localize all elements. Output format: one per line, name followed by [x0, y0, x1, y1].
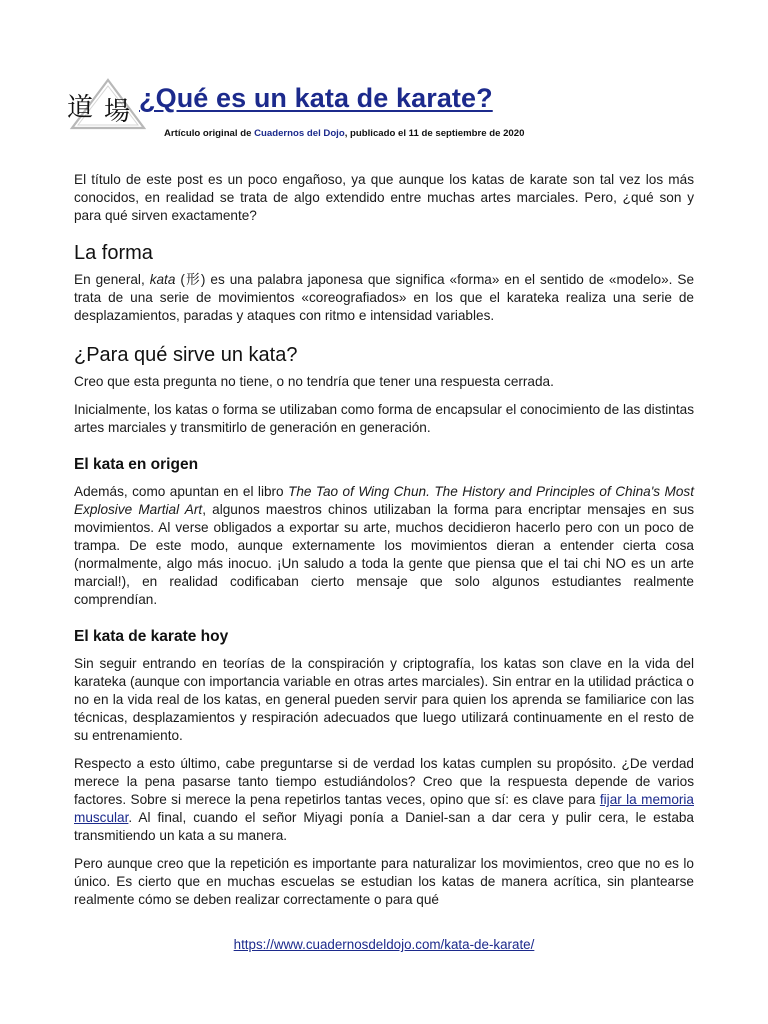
la-forma-text-a: En general, [74, 272, 150, 287]
hoy-paragraph-3: Pero aunque creo que la repetición es importante para naturalizar los movimientos, creo que no es lo único. Es cierto que en muchas escuelas se estudian los katas de manera acrítica, sin plantearse realmente cómo se deben realizar correctamente o para qué [74, 856, 694, 907]
la-forma-paragraph [74, 271, 694, 325]
para-que-paragraph-2: Inicialmente, los katas o forma se utilizaban como forma de encapsular el conocimiento de las distintas artes marciales y transmitirlo de generación en generación. [74, 402, 694, 435]
page-title[interactable]: ¿Qué es un kata de karate? [139, 83, 493, 113]
heading-la-forma: La forma [74, 242, 153, 264]
dojo-logo [66, 78, 150, 130]
para-que-paragraph-1: Creo que esta pregunta no tiene, o no tendría que tener una respuesta cerrada. [74, 374, 554, 389]
logo-kanji-do: 道 [67, 93, 94, 123]
footer [0, 937, 768, 952]
byline-prefix: Artículo original de [164, 128, 255, 139]
byline-suffix: , publicado el 11 de septiembre de 2020 [344, 128, 525, 139]
origen-text-a: Además, como apuntan en el libro [74, 484, 289, 499]
la-forma-text-b: (形) es una palabra japonesa que significa «forma» en el sentido de «modelo». Se trata de una serie de movimientos «coreografiados» en los que el karateka realiza una serie de desplazamientos, paradas y ataques con ritmo e intensidad variables. [74, 272, 695, 323]
article-byline [164, 128, 524, 139]
origen-paragraph [74, 483, 694, 609]
hoy-paragraph-2 [74, 755, 694, 845]
heading-hoy: El kata de karate hoy [74, 628, 229, 645]
heading-origen: El kata en origen [74, 456, 199, 473]
memoria-muscular-link[interactable]: fijar la memoria muscular [74, 792, 694, 825]
heading-para-que: ¿Para qué sirve un kata? [74, 344, 298, 366]
hoy-paragraph-1: Sin seguir entrando en teorías de la conspiración y criptografía, los katas son clave en la vida del karateka (aunque con importancia variable en otras artes marciales). Sin entrar en la utilidad práctica o no en la vida real de los katas, en general pueden servir para quien los aprenda se familiarice con las técnicas, desplazamientos y respiración adecuados que luego utilizará continuamente en el resto de su entrenamiento. [74, 656, 694, 743]
byline-source: Cuadernos del Dojo [254, 128, 345, 139]
source-url-link[interactable]: https://www.cuadernosdeldojo.com/kata-de-karate/ [233, 937, 535, 952]
hoy-text-b: . Al final, cuando el señor Miyagi ponía a Daniel-san a dar cera y pulir cera, le estaba transmitiendo un kata a su manera. [74, 810, 694, 843]
hoy-text-a: Respecto a esto último, cabe preguntarse si de verdad los katas cumplen su propósito. ¿De verdad merece la pena pasarse tanto tiempo estudiándolos? Creo que la respuesta depende de varios factores. Sobre si merece la pena repetirlos tantas veces, opino que sí: es clave para [74, 756, 694, 807]
logo-kanji-jo: 場 [104, 97, 131, 127]
origen-text-b: , algunos maestros chinos utilizaban la forma para encriptar mensajes en sus movimientos. Al verse obligados a exportar su arte, muchos decidieron hacerlo pero con un poco de trampa. De este modo, aunque externamente los movimientos dieran a entender cierta cosa (normalmente, algo más inocuo. ¡Un saludo a toda la gente que piensa que el tai chi NO es un arte marcial!), en realidad codificaban cierto mensaje que solo algunos estudiantes realmente comprendían. [74, 502, 694, 607]
book-title: The Tao of Wing Chun. The History and Principles of China's Most Explosive Martial Art [74, 484, 695, 517]
intro-paragraph: El título de este post es un poco engañoso, ya que aunque los katas de karate son tal vez los más conocidos, en realidad se trata de algo extendido entre muchas artes marciales. Pero, ¿qué son y para qué sirven exactamente? [74, 172, 694, 223]
article-body [74, 171, 694, 919]
kata-term: kata [149, 272, 176, 287]
